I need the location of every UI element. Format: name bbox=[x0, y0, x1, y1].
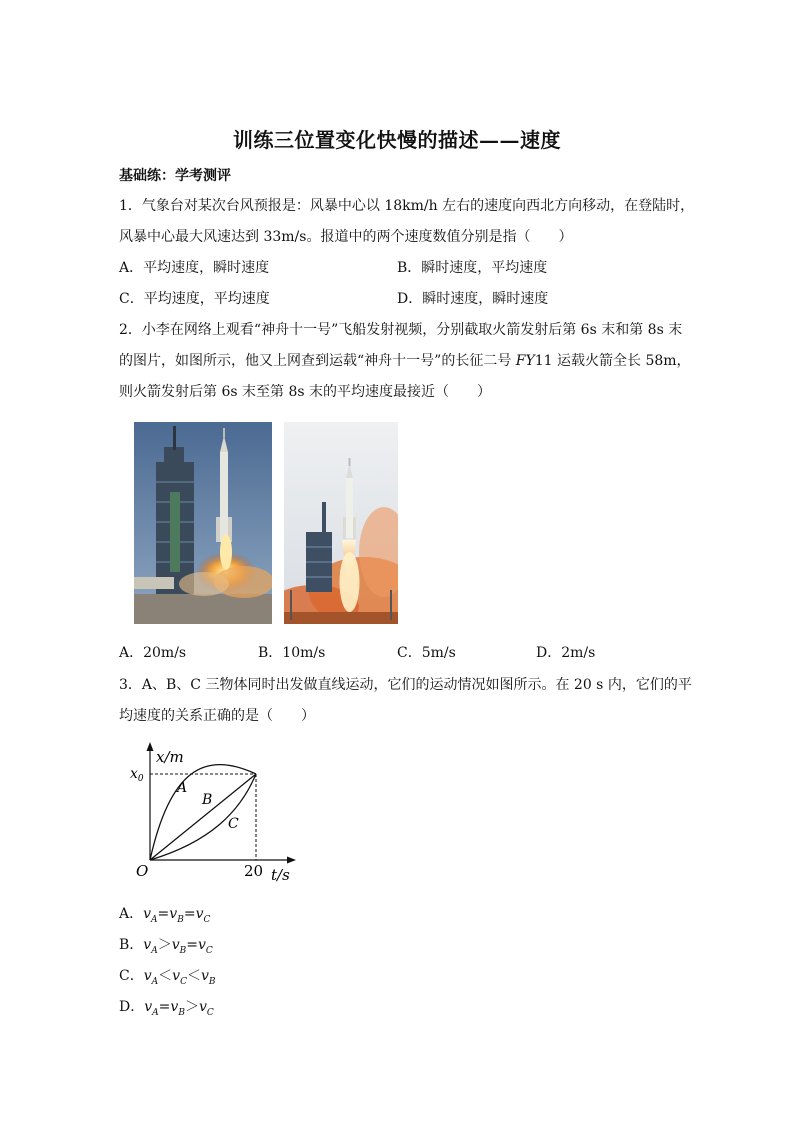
velocity-symbol: v bbox=[171, 937, 180, 953]
x-axis-arrow bbox=[287, 857, 296, 864]
relation-symbol: ＞ bbox=[184, 999, 199, 1015]
section-heading: 基础练：学考测评 bbox=[119, 168, 231, 184]
velocity-subscript: A bbox=[152, 1007, 159, 1018]
velocity-symbol: v bbox=[143, 937, 152, 953]
curve-a-label: A bbox=[177, 780, 188, 796]
velocity-subscript: C bbox=[203, 914, 211, 925]
velocity-subscript: B bbox=[177, 914, 184, 925]
velocity-symbol: v bbox=[172, 968, 181, 984]
velocity-symbol: v bbox=[198, 999, 207, 1015]
q3-option-prefix: A． bbox=[119, 906, 144, 922]
velocity-subscript: B bbox=[179, 945, 187, 956]
x0-label: $x_0$ bbox=[130, 766, 144, 784]
q3-option-prefix: C． bbox=[119, 968, 144, 984]
velocity-symbol: v bbox=[169, 906, 178, 922]
q2-option-a: A．20m/s bbox=[119, 645, 187, 661]
curve-b-label: B bbox=[202, 792, 213, 808]
q3-line-1: 3．A、B、C 三物体同时出发做直线运动，它们的运动情况如图所示。在 20 s 内，它们的平 bbox=[119, 677, 692, 693]
relation-symbol: = bbox=[186, 937, 198, 953]
q2-option-b: B．10m/s bbox=[258, 645, 326, 661]
velocity-subscript: A bbox=[151, 976, 159, 987]
q2-line-2-start: 的图片，如图所示，他又上网查到运载“神舟十一号”的长征二号 bbox=[119, 353, 516, 369]
velocity-symbol: v bbox=[200, 968, 209, 984]
velocity-subscript: A bbox=[151, 914, 158, 925]
velocity-symbol: v bbox=[195, 906, 204, 922]
q2-line-2 bbox=[119, 351, 691, 371]
relation-symbol: ＞ bbox=[157, 937, 172, 953]
curve-c-label: C bbox=[228, 816, 239, 832]
velocity-symbol: v bbox=[143, 968, 152, 984]
relation-symbol: ＜ bbox=[186, 968, 201, 984]
velocity-subscript: C bbox=[206, 1007, 214, 1018]
y-axis-label: x/m bbox=[156, 748, 184, 766]
page-title: 训练三位置变化快慢的描述——速度 bbox=[233, 128, 561, 152]
curve-b bbox=[150, 774, 256, 860]
relation-symbol: = bbox=[158, 999, 171, 1015]
origin-label: O bbox=[136, 862, 149, 880]
q2-option-c: C．5m/s bbox=[397, 645, 456, 661]
velocity-subscript: C bbox=[180, 976, 187, 987]
relation-symbol: ＜ bbox=[158, 968, 173, 984]
q3-option-prefix: B． bbox=[119, 937, 144, 953]
position-time-graph bbox=[130, 742, 300, 891]
rocket-launch-photo-8s bbox=[284, 422, 398, 624]
q2-line-2-end: 11 运载火箭全长 58m， bbox=[534, 353, 691, 369]
q1-line-1: 1．气象台对某次台风预报是：风暴中心以 18km/h 左右的速度向西北方向移动，在登陆时， bbox=[119, 198, 695, 214]
velocity-subscript: C bbox=[205, 945, 213, 956]
q2-option-d: D．2m/s bbox=[536, 645, 596, 661]
q1-option-a: A．平均速度，瞬时速度 bbox=[119, 260, 270, 276]
q1-option-d: D．瞬时速度，瞬时速度 bbox=[397, 291, 549, 307]
q2-rocket-model: FY bbox=[515, 353, 535, 369]
q1-line-2: 风暴中心最大风速达到 33m/s。报道中的两个速度数值分别是指（ ） bbox=[119, 229, 573, 245]
q1-option-b: B．瞬时速度，平均速度 bbox=[397, 260, 548, 276]
relation-symbol: = bbox=[157, 906, 170, 922]
q3-option-a bbox=[119, 904, 210, 930]
velocity-symbol: v bbox=[198, 937, 206, 953]
q3-option-b bbox=[119, 935, 213, 961]
q1-option-c: C．平均速度，平均速度 bbox=[119, 291, 270, 307]
q2-line-3: 则火箭发射后第 6s 末至第 8s 末的平均速度最接近（ ） bbox=[119, 384, 491, 400]
t-end-label: 20 bbox=[244, 862, 264, 880]
q3-option-prefix: D． bbox=[119, 999, 145, 1015]
q3-option-d bbox=[119, 997, 214, 1023]
curve-a bbox=[150, 765, 256, 860]
q3-option-c bbox=[119, 966, 216, 992]
velocity-subscript: B bbox=[208, 976, 216, 987]
velocity-symbol: v bbox=[144, 999, 153, 1015]
q3-line-2: 均速度的关系正确的是（ ） bbox=[119, 708, 315, 724]
velocity-symbol: v bbox=[170, 999, 179, 1015]
relation-symbol: = bbox=[183, 906, 196, 922]
q2-line-1: 2．小李在网络上观看“神舟十一号”飞船发射视频，分别截取火箭发射后第 6s 末和第 8s 末 bbox=[119, 322, 683, 338]
velocity-subscript: A bbox=[151, 945, 158, 956]
velocity-subscript: B bbox=[178, 1007, 185, 1018]
y-axis-arrow bbox=[147, 742, 154, 751]
velocity-symbol: v bbox=[143, 906, 152, 922]
rocket-launch-photo-6s bbox=[134, 422, 272, 624]
x-axis-label: t/s bbox=[271, 866, 290, 884]
